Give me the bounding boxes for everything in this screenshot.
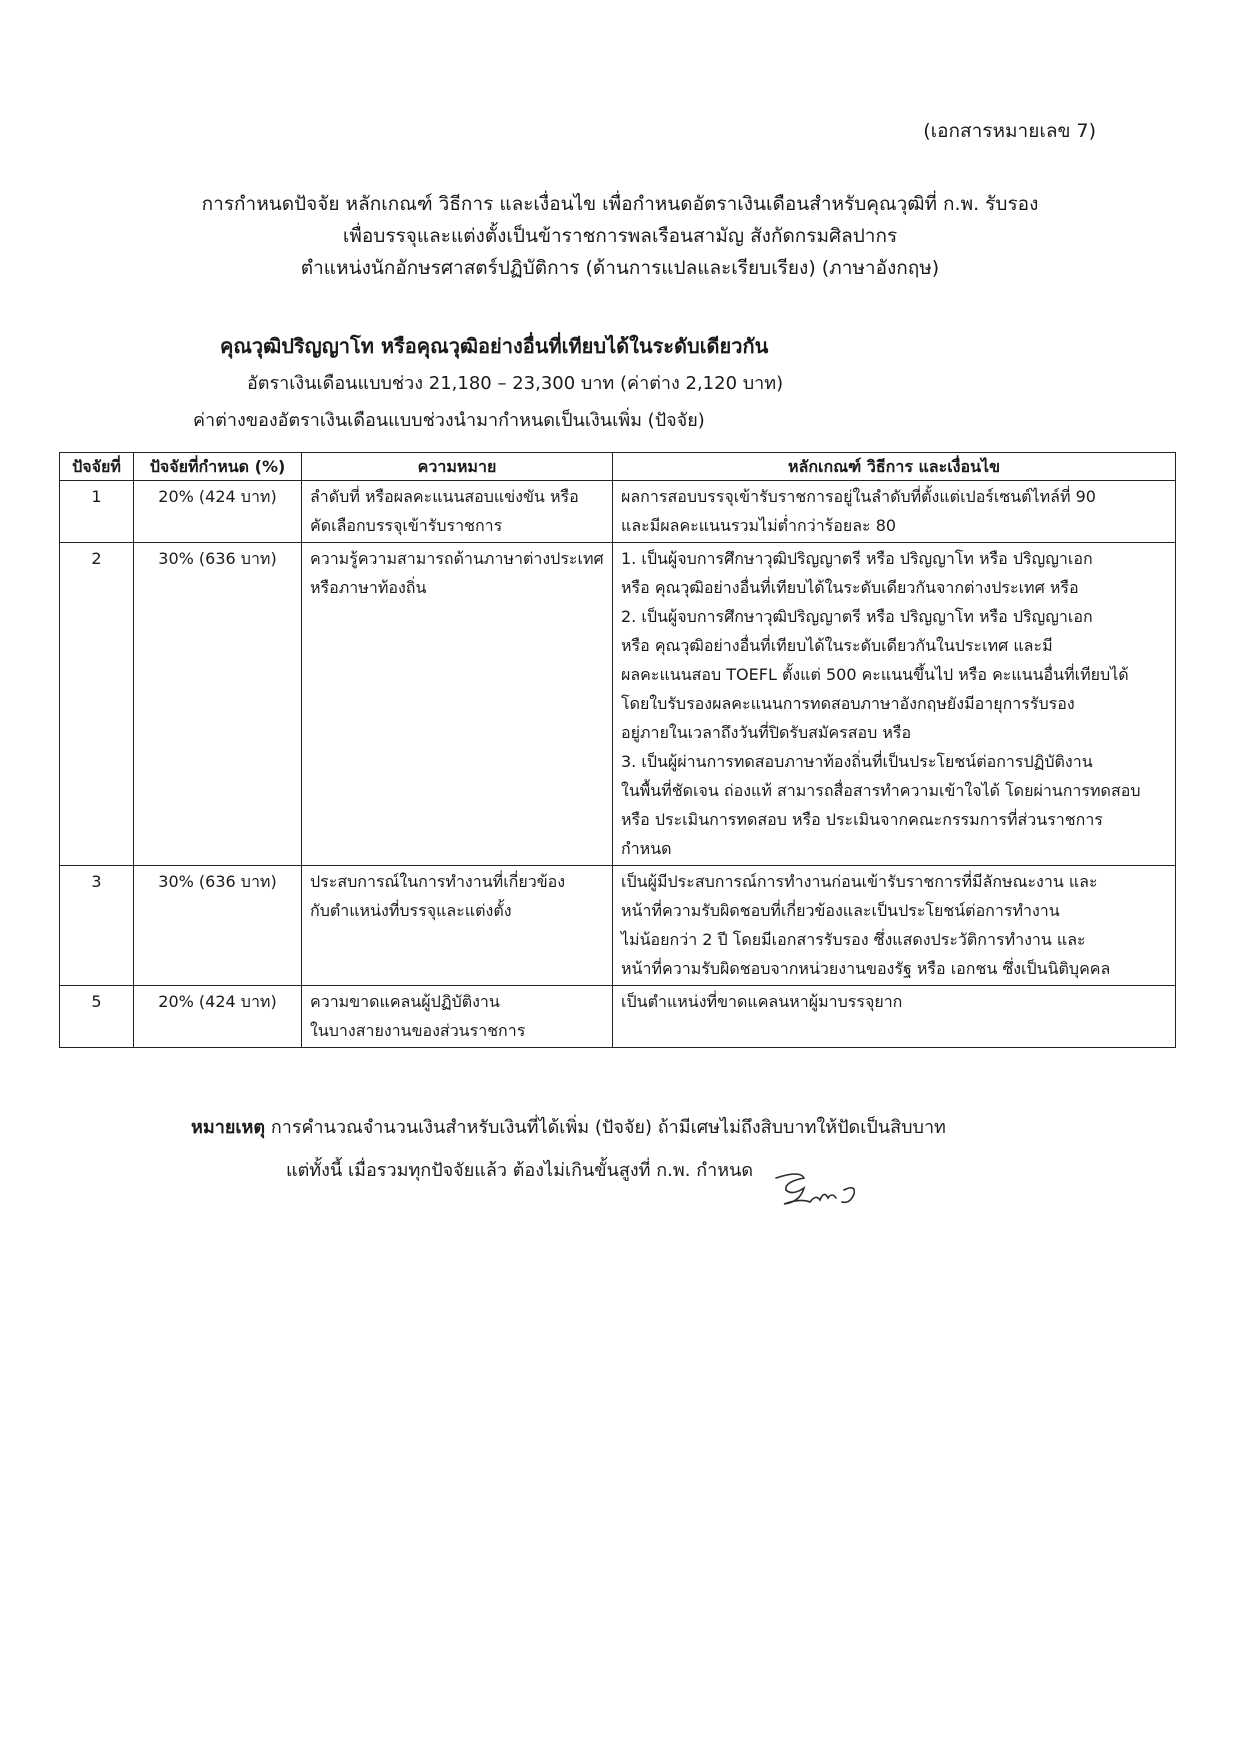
title-line: ตำแหน่งนักอักษรศาสตร์ปฏิบัติการ (ด้านการแปลและเรียบเรียง) (ภาษาอังกฤษ): [300, 257, 940, 279]
qualification-heading: คุณวุฒิปริญญาโท หรือคุณวุฒิอย่างอื่นที่เทียบได้ในระดับเดียวกัน: [220, 334, 769, 358]
factors-table: [59, 452, 1176, 1048]
meaning-line: ความขาดแคลนผู้ปฏิบัติงาน: [310, 992, 500, 1011]
criteria-line: หรือ คุณวุฒิอย่างอื่นที่เทียบได้ในระดับเดียวกันจากต่างประเทศ หรือ: [621, 578, 1079, 597]
factor-meaning-cell: [302, 543, 613, 866]
signature-mark: [770, 1168, 890, 1216]
criteria-line: โดยใบรับรองผลคะแนนการทดสอบภาษาอังกฤษยังมีอายุการรับรอง: [621, 694, 1075, 713]
table-body: [60, 481, 1176, 1048]
criteria-line: ไม่น้อยกว่า 2 ปี โดยมีเอกสารรับรอง ซึ่งแสดงประวัติการทำงาน และ: [621, 930, 1086, 949]
factor-percent-cell: 30% (636 บาท): [134, 543, 302, 866]
meaning-line: ความรู้ความสามารถด้านภาษาต่างประเทศ: [310, 549, 604, 568]
factor-meaning-cell: [302, 866, 613, 986]
column-header-factor-no: ปัจจัยที่: [60, 453, 134, 481]
factor-number-cell: 1: [60, 481, 134, 543]
meaning-line: กับตำแหน่งที่บรรจุและแต่งตั้ง: [310, 901, 512, 920]
factor-criteria-cell: [613, 543, 1176, 866]
criteria-line: ผลคะแนนสอบ TOEFL ตั้งแต่ 500 คะแนนขึ้นไป หรือ คะแนนอื่นที่เทียบได้: [621, 665, 1129, 684]
criteria-line: หรือ คุณวุฒิอย่างอื่นที่เทียบได้ในระดับเดียวกันในประเทศ และมี: [621, 636, 1053, 655]
salary-range-line: อัตราเงินเดือนแบบช่วง 21,180 – 23,300 บาท (ค่าต่าง 2,120 บาท): [247, 373, 784, 394]
factor-percent-cell: 20% (424 บาท): [134, 481, 302, 543]
table-row: [60, 543, 1176, 866]
criteria-line: 3. เป็นผู้ผ่านการทดสอบภาษาท้องถิ่นที่เป็นประโยชน์ต่อการปฏิบัติงาน: [621, 752, 1093, 771]
factor-criteria-cell: [613, 866, 1176, 986]
factor-intro-line: ค่าต่างของอัตราเงินเดือนแบบช่วงนำมากำหนดเป็นเงินเพิ่ม (ปัจจัย): [193, 410, 705, 431]
factor-criteria-cell: [613, 481, 1176, 543]
factor-meaning-cell: [302, 986, 613, 1048]
meaning-line: ลำดับที่ หรือผลคะแนนสอบแข่งขัน หรือ: [310, 487, 579, 506]
table-row: [60, 481, 1176, 543]
criteria-line: 2. เป็นผู้จบการศึกษาวุฒิปริญญาตรี หรือ ปริญญาโท หรือ ปริญญาเอก: [621, 607, 1093, 626]
factor-percent-cell: 20% (424 บาท): [134, 986, 302, 1048]
criteria-line: เป็นผู้มีประสบการณ์การทำงานก่อนเข้ารับราชการที่มีลักษณะงาน และ: [621, 872, 1098, 891]
criteria-line: หน้าที่ความรับผิดชอบที่เกี่ยวข้องและเป็นประโยชน์ต่อการทำงาน: [621, 901, 1060, 920]
table-header-row: [60, 453, 1176, 481]
document-title: [0, 188, 1240, 284]
column-header-criteria: หลักเกณฑ์ วิธีการ และเงื่อนไข: [613, 453, 1176, 481]
criteria-line: เป็นตำแหน่งที่ขาดแคลนหาผู้มาบรรจุยาก: [621, 992, 903, 1011]
criteria-line: 1. เป็นผู้จบการศึกษาวุฒิปริญญาตรี หรือ ปริญญาโท หรือ ปริญญาเอก: [621, 549, 1093, 568]
criteria-line: กำหนด: [621, 839, 672, 858]
criteria-line: และมีผลคะแนนรวมไม่ต่ำกว่าร้อยละ 80: [621, 516, 897, 535]
column-header-percent: ปัจจัยที่กำหนด (%): [134, 453, 302, 481]
meaning-line: คัดเลือกบรรจุเข้ารับราชการ: [310, 516, 503, 535]
title-line: เพื่อบรรจุและแต่งตั้งเป็นข้าราชการพลเรือนสามัญ สังกัดกรมศิลปากร: [342, 225, 898, 247]
table-row: [60, 986, 1176, 1048]
note-line-1: [191, 1112, 946, 1141]
factor-percent-cell: 30% (636 บาท): [134, 866, 302, 986]
factor-number-cell: 5: [60, 986, 134, 1048]
meaning-line: ในบางสายงานของส่วนราชการ: [310, 1021, 526, 1040]
factor-criteria-cell: [613, 986, 1176, 1048]
column-header-meaning: ความหมาย: [302, 453, 613, 481]
criteria-line: หน้าที่ความรับผิดชอบจากหน่วยงานของรัฐ หรือ เอกชน ซึ่งเป็นนิติบุคคล: [621, 959, 1111, 978]
table-row: [60, 866, 1176, 986]
meaning-line: หรือภาษาท้องถิ่น: [310, 578, 427, 597]
criteria-line: ในพื้นที่ชัดเจน ถ่องแท้ สามารถสื่อสารทำความเข้าใจได้ โดยผ่านการทดสอบ: [621, 781, 1141, 800]
document-number: (เอกสารหมายเลข 7): [923, 120, 1096, 142]
factor-number-cell: 2: [60, 543, 134, 866]
note-line-2: แต่ทั้งนี้ เมื่อรวมทุกปัจจัยแล้ว ต้องไม่เกินขั้นสูงที่ ก.พ. กำหนด: [286, 1160, 754, 1181]
criteria-line: หรือ ประเมินการทดสอบ หรือ ประเมินจากคณะกรรมการที่ส่วนราชการ: [621, 810, 1103, 829]
meaning-line: ประสบการณ์ในการทำงานที่เกี่ยวข้อง: [310, 872, 566, 891]
criteria-line: อยู่ภายในเวลาถึงวันที่ปิดรับสมัครสอบ หรือ: [621, 723, 912, 742]
factor-number-cell: 3: [60, 866, 134, 986]
factor-meaning-cell: [302, 481, 613, 543]
note-text-1: การคำนวณจำนวนเงินสำหรับเงินที่ได้เพิ่ม (ปัจจัย) ถ้ามีเศษไม่ถึงสิบบาทให้ปัดเป็นสิบบาท: [270, 1117, 946, 1138]
criteria-line: ผลการสอบบรรจุเข้ารับราชการอยู่ในลำดับที่ตั้งแต่เปอร์เซนต์ไทล์ที่ 90: [621, 487, 1096, 506]
title-line: การกำหนดปัจจัย หลักเกณฑ์ วิธีการ และเงื่อนไข เพื่อกำหนดอัตราเงินเดือนสำหรับคุณวุฒิที่ ก.พ. รับรอง: [201, 193, 1039, 215]
note-label: หมายเหตุ: [191, 1117, 266, 1138]
